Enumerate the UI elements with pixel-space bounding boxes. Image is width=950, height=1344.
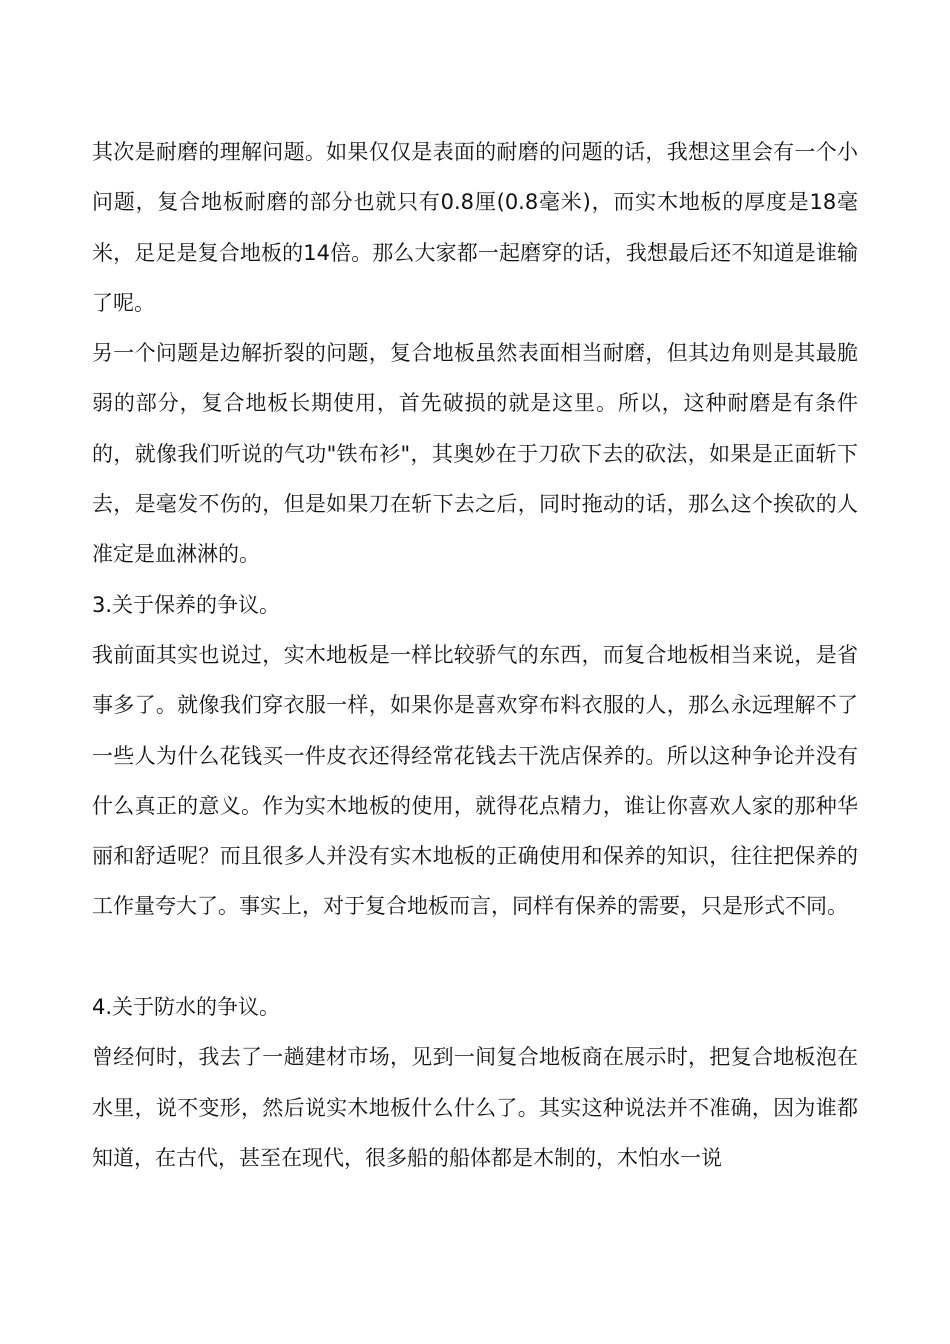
paragraph-edge-cracking: 另一个问题是边解折裂的问题，复合地板虽然表面相当耐磨，但其边角则是其最脆弱的部分，复合地板长期使用，首先破损的就是这里。所以，这种耐磨是有条件的，就像我们听说的气功"铁布衫"，其奥妙在于刀砍下去的砍法，如果是正面斩下去，是毫发不伤的，但是如果刀在斩下去之后，同时拖动的话，那么这个挨砍的人准定是血淋淋的。 (92, 341, 858, 567)
section-heading-maintenance: 3.关于保养的争议。 (92, 592, 281, 617)
paragraph-wear-resistance: 其次是耐磨的理解问题。如果仅仅是表面的耐磨的问题的话，我想这里会有一个小问题，复合地板耐磨的部分也就只有0.8厘(0.8毫米)，而实木地板的厚度是18毫米，足足是复合地板的14倍。那么大家都一起磨穿的话，我想最后还不知道是谁输了呢。 (92, 140, 858, 315)
section-heading-waterproof: 4.关于防水的争议。 (92, 995, 281, 1020)
document-body (92, 127, 858, 1183)
paragraph-maintenance: 我前面其实也说过，实木地板是一样比较骄气的东西，而复合地板相当来说，是省事多了。就像我们穿衣服一样，如果你是喜欢穿布料衣服的人，那么永远理解不了一些人为什么花钱买一件皮衣还得经常花钱去干洗店保养的。所以这种争论并没有什么真正的意义。作为实木地板的使用，就得花点精力，谁让你喜欢人家的那种华丽和舒适呢？而且很多人并没有实木地板的正确使用和保养的知识，往往把保养的工作量夸大了。事实上，对于复合地板而言，同样有保养的需要，只是形式不同。 (92, 642, 858, 919)
blank-line (92, 932, 858, 982)
paragraph-waterproof: 曾经何时，我去了一趟建材市场，见到一间复合地板商在展示时，把复合地板泡在水里，说不变形，然后说实木地板什么什么了。其实这种说法并不准确，因为谁都知道，在古代，甚至在现代，很多船的船体都是木制的，木怕水一说 (92, 1045, 858, 1170)
